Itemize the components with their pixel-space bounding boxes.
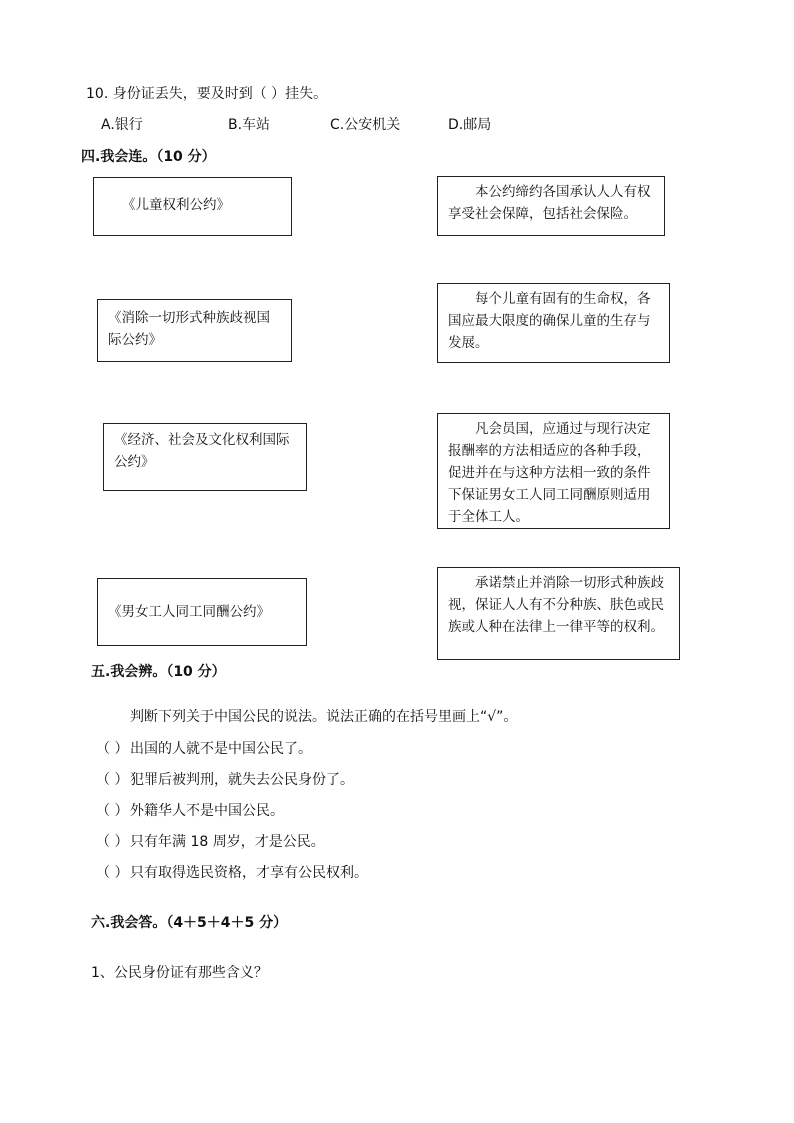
statement-text: 出国的人就不是中国公民了。 xyxy=(130,741,312,757)
statement-text: 只有取得选民资格，才享有公民权利。 xyxy=(130,865,368,881)
answer-bracket[interactable]: （ ） xyxy=(96,741,129,757)
description-text: 本公约缔约各国承认人人有权享受社会保障，包括社会保险。 xyxy=(448,184,651,222)
answer-bracket[interactable]: （ ） xyxy=(96,834,129,850)
option-c: C.公安机关 xyxy=(330,117,401,133)
section-5-instruction: 判断下列关于中国公民的说法。说法正确的在括号里画上“√”。 xyxy=(130,709,518,725)
statement-1 xyxy=(96,738,312,758)
statement-3 xyxy=(96,800,284,820)
treaty-name: 《消除一切形式种族歧视国际公约》 xyxy=(108,310,270,348)
treaty-box-1 xyxy=(93,177,292,236)
option-d: D.邮局 xyxy=(448,117,492,133)
description-box-4 xyxy=(437,567,680,660)
treaty-name: 《男女工人同工同酬公约》 xyxy=(108,604,270,620)
statement-text: 犯罪后被判刑，就失去公民身份了。 xyxy=(130,772,354,788)
statement-text: 外籍华人不是中国公民。 xyxy=(130,803,284,819)
answer-bracket[interactable]: （ ） xyxy=(96,865,129,881)
description-text: 承诺禁止并消除一切形式种族歧视，保证人人有不分种族、肤色或民族或人种在法律上一律平等的权利。 xyxy=(448,575,664,635)
option-a: A.银行 xyxy=(101,117,143,133)
answer-bracket[interactable]: （ ） xyxy=(96,772,129,788)
section-5-title: 五.我会辨。（10 分） xyxy=(91,664,226,680)
statement-4 xyxy=(96,831,325,851)
treaty-name: 《儿童权利公约》 xyxy=(122,197,230,213)
question-1: 1、公民身份证有那些含义？ xyxy=(91,965,268,981)
option-b: B.车站 xyxy=(228,117,271,133)
description-text: 凡会员国，应通过与现行决定报酬率的方法相适应的各种手段，促进并在与这种方法相一致的条件下保证男女工人同工同酬原则适用于全体工人。 xyxy=(448,421,651,525)
description-box-1 xyxy=(437,176,665,236)
treaty-box-3 xyxy=(103,423,307,491)
statement-2 xyxy=(96,769,354,789)
question-10: 10. 身份证丢失，要及时到（ ）挂失。 xyxy=(86,86,328,102)
statement-text: 只有年满 18 周岁，才是公民。 xyxy=(130,834,325,850)
treaty-name: 《经济、社会及文化权利国际公约》 xyxy=(114,432,290,470)
treaty-box-4 xyxy=(97,578,307,646)
section-6-title: 六.我会答。（4＋5＋4＋5 分） xyxy=(91,915,288,931)
treaty-box-2 xyxy=(97,299,292,362)
statement-5 xyxy=(96,862,368,882)
section-4-title: 四.我会连。（10 分） xyxy=(81,149,216,165)
description-box-2 xyxy=(437,283,670,363)
description-text: 每个儿童有固有的生命权，各国应最大限度的确保儿童的生存与发展。 xyxy=(448,291,651,351)
answer-bracket[interactable]: （ ） xyxy=(96,803,129,819)
description-box-3 xyxy=(437,413,670,529)
